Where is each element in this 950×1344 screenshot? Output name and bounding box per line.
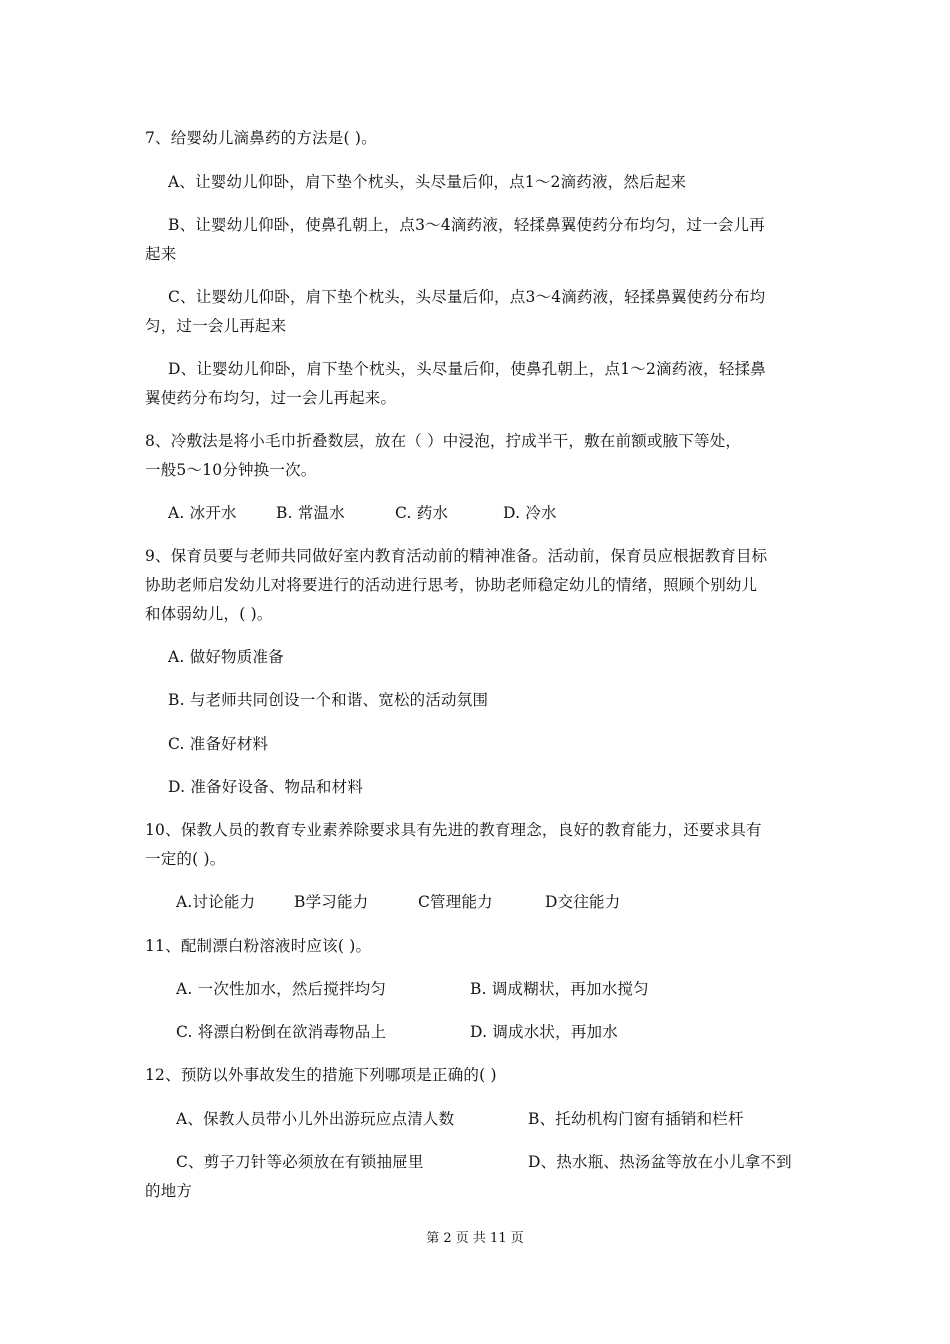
question-9-option-c: C. 准备好材料 [168, 735, 269, 753]
question-7-option-a: A、让婴幼儿仰卧，肩下垫个枕头，头尽量后仰，点1～2滴药液，然后起来 [168, 173, 687, 191]
question-10-option-d: D交往能力 [545, 893, 621, 911]
question-8-stem: 8、冷敷法是将小毛巾折叠数层，放在（ ）中浸泡，拧成半干，敷在前额或腋下等处， [145, 432, 742, 450]
question-9-stem-cont-1: 协助老师启发幼儿对将要进行的活动进行思考，协助老师稳定幼儿的情绪，照顾个别幼儿 [145, 576, 758, 594]
question-7-option-c: C、让婴幼儿仰卧，肩下垫个枕头，头尽量后仰，点3～4滴药液，轻揉鼻翼使药分布均 [168, 288, 766, 306]
question-7-option-b: B、让婴幼儿仰卧，使鼻孔朝上，点3～4滴药液，轻揉鼻翼使药分布均匀，过一会儿再 [168, 216, 765, 234]
question-7-option-d-cont: 翼使药分布均匀，过一会儿再起来。 [145, 389, 397, 407]
question-11-option-c: C. 将漂白粉倒在欲消毒物品上 [176, 1023, 387, 1041]
question-11-stem: 11、配制漂白粉溶液时应该( )。 [145, 937, 372, 955]
question-10-option-c: C管理能力 [418, 893, 493, 911]
question-8-option-c: C. 药水 [395, 504, 449, 522]
question-7-stem: 7、给婴幼儿滴鼻药的方法是( )。 [145, 129, 377, 147]
question-12-option-c: C、剪子刀针等必须放在有锁抽屉里 [176, 1153, 424, 1171]
question-9-option-b: B. 与老师共同创设一个和谐、宽松的活动氛围 [168, 691, 489, 709]
question-8-stem-cont: 一般5～10分钟换一次。 [145, 461, 317, 479]
question-12-option-a: A、保教人员带小儿外出游玩应点清人数 [176, 1110, 455, 1128]
question-11-option-b: B. 调成糊状，再加水搅匀 [470, 980, 649, 998]
question-11-option-d: D. 调成水状，再加水 [470, 1023, 618, 1041]
question-9-stem-cont-2: 和体弱幼儿，( )。 [145, 605, 273, 623]
question-9-stem: 9、保育员要与老师共同做好室内教育活动前的精神准备。活动前，保育员应根据教育目标 [145, 547, 768, 565]
question-10-option-b: B学习能力 [294, 893, 369, 911]
question-12-option-d-cont: 的地方 [145, 1182, 193, 1200]
question-9-option-d: D. 准备好设备、物品和材料 [168, 778, 364, 796]
question-8-option-a: A. 冰开水 [168, 504, 237, 522]
question-7-option-c-cont: 匀，过一会儿再起来 [145, 317, 287, 335]
page-footer: 第 2 页 共 11 页 [426, 1231, 524, 1246]
question-8-option-b: B. 常温水 [276, 504, 345, 522]
question-10-option-a: A.讨论能力 [176, 893, 256, 911]
question-9-option-a: A. 做好物质准备 [168, 648, 284, 666]
question-7-option-d: D、让婴幼儿仰卧，肩下垫个枕头，头尽量后仰，使鼻孔朝上，点1～2滴药液，轻揉鼻 [168, 360, 766, 378]
question-10-stem: 10、保教人员的教育专业素养除要求具有先进的教育理念，良好的教育能力，还要求具有 [145, 821, 762, 839]
question-12-option-b: B、托幼机构门窗有插销和栏杆 [528, 1110, 744, 1128]
question-7-option-b-cont: 起来 [145, 245, 177, 263]
question-8-option-d: D. 冷水 [503, 504, 557, 522]
question-10-stem-cont: 一定的( )。 [145, 850, 226, 868]
question-12-stem: 12、预防以外事故发生的措施下列哪项是正确的( ) [145, 1066, 497, 1084]
question-11-option-a: A. 一次性加水，然后搅拌均匀 [176, 980, 387, 998]
question-12-option-d: D、热水瓶、热汤盆等放在小儿拿不到 [528, 1153, 792, 1171]
